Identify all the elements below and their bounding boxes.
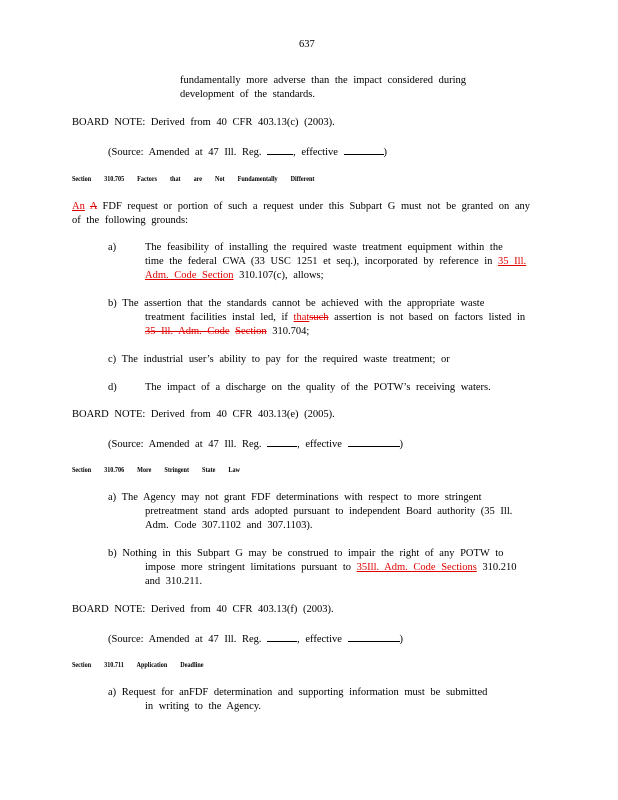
item-a-line-2	[145, 255, 526, 268]
source-line-2	[108, 436, 403, 451]
item-a-line-1: The feasibility of installing the required waste treatment equipment within the	[145, 242, 503, 253]
section-number: 310.706	[104, 465, 125, 474]
item-711-a-line-2: in writing to the Agency.	[145, 701, 262, 712]
item-b-line-3	[145, 325, 309, 338]
section-label: Section	[72, 660, 92, 669]
source-end: )	[399, 439, 404, 450]
item-706-b-line-3: and 310.211.	[145, 576, 203, 587]
inserted-text: Adm. Code Section	[145, 270, 234, 281]
item-706-b-text: 310.210	[482, 562, 517, 573]
item-706-a-line-2: pretreatment stand ards adopted pursuant to independent Board authority (35 Ill.	[145, 506, 513, 517]
section-label: Section	[72, 174, 92, 183]
item-c: c) The industrial user’s ability to pay for the required waste treatment; or	[108, 354, 450, 365]
item-706-b-text: impose more stringent limitations pursuant to	[145, 562, 352, 573]
item-d-marker: d)	[108, 382, 117, 393]
inserted-text: An	[72, 201, 85, 212]
deleted-text: Section	[235, 326, 267, 337]
intro-line-1: fundamentally more adverse than the impact considered during	[180, 75, 467, 86]
item-b-text: treatment facilities instal led, if	[145, 312, 288, 323]
section-title: Factors that are Not Fundamentally Different	[137, 174, 315, 183]
para-705-line-2: of the following grounds:	[72, 215, 189, 226]
page-number: 637	[299, 39, 315, 50]
section-heading-705	[72, 174, 314, 183]
source-mid: , effective	[297, 439, 342, 450]
section-title: Application Deadline	[136, 660, 204, 669]
section-heading-706	[72, 465, 240, 474]
source-line-3	[108, 631, 403, 646]
deleted-text: 35 Ill. Adm. Code	[145, 326, 230, 337]
deleted-text: such	[309, 312, 329, 323]
register-blank	[267, 436, 297, 447]
item-b-line-2	[145, 311, 525, 324]
inserted-text: 35Ill. Adm. Code Sections	[356, 562, 477, 573]
source-mid: , effective	[297, 634, 342, 645]
section-number: 310.705	[104, 174, 125, 183]
source-prefix: (Source: Amended at 47 Ill. Reg.	[108, 634, 262, 645]
item-b-text: assertion is not based on factors listed in	[334, 312, 526, 323]
source-prefix: (Source: Amended at 47 Ill. Reg.	[108, 439, 262, 450]
item-a-text: time the federal CWA (33 USC 1251 et seq.), incorporated by reference in	[145, 256, 493, 267]
inserted-text: 35 Ill.	[498, 256, 527, 267]
register-blank	[267, 144, 293, 155]
inserted-text: that	[293, 312, 310, 323]
item-706-a-line-3: Adm. Code 307.1102 and 307.1103).	[145, 520, 313, 531]
para-text: FDF request or portion of such a request under this Subpart G must not be granted on any	[102, 201, 531, 212]
source-line-1	[108, 144, 387, 159]
item-706-b-line-1: b) Nothing in this Subpart G may be construed to impair the right of any POTW to	[108, 548, 504, 559]
section-title: More Stringent State Law	[137, 465, 240, 474]
item-a-marker: a)	[108, 242, 117, 253]
item-706-b-line-2	[145, 561, 517, 574]
item-711-a-line-1: a) Request for anFDF determination and supporting information must be submitted	[108, 687, 488, 698]
source-end: )	[383, 147, 388, 158]
board-note-1: BOARD NOTE: Derived from 40 CFR 403.13(c) (2003).	[72, 117, 335, 128]
source-prefix: (Source: Amended at 47 Ill. Reg.	[108, 147, 262, 158]
item-706-a-line-1: a) The Agency may not grant FDF determinations with respect to more stringent	[108, 492, 482, 503]
section-heading-711	[72, 660, 204, 669]
para-705-line-1	[72, 200, 530, 213]
source-mid: , effective	[293, 147, 338, 158]
intro-line-2: development of the standards.	[180, 89, 315, 100]
item-b-text: 310.704;	[272, 326, 310, 337]
effective-blank	[348, 436, 400, 447]
effective-blank	[348, 631, 400, 642]
deleted-text: A	[89, 201, 97, 212]
source-end: )	[399, 634, 404, 645]
item-a-line-3	[145, 269, 324, 282]
board-note-2: BOARD NOTE: Derived from 40 CFR 403.13(e) (2005).	[72, 409, 335, 420]
item-b-line-1: b) The assertion that the standards cannot be achieved with the appropriate waste	[108, 298, 485, 309]
item-a-text: 310.107(c), allows;	[239, 270, 324, 281]
section-number: 310.711	[104, 660, 124, 669]
section-label: Section	[72, 465, 92, 474]
effective-blank	[344, 144, 384, 155]
board-note-3: BOARD NOTE: Derived from 40 CFR 403.13(f) (2003).	[72, 604, 334, 615]
register-blank	[267, 631, 297, 642]
item-d-text: The impact of a discharge on the quality of the POTW’s receiving waters.	[145, 382, 491, 393]
